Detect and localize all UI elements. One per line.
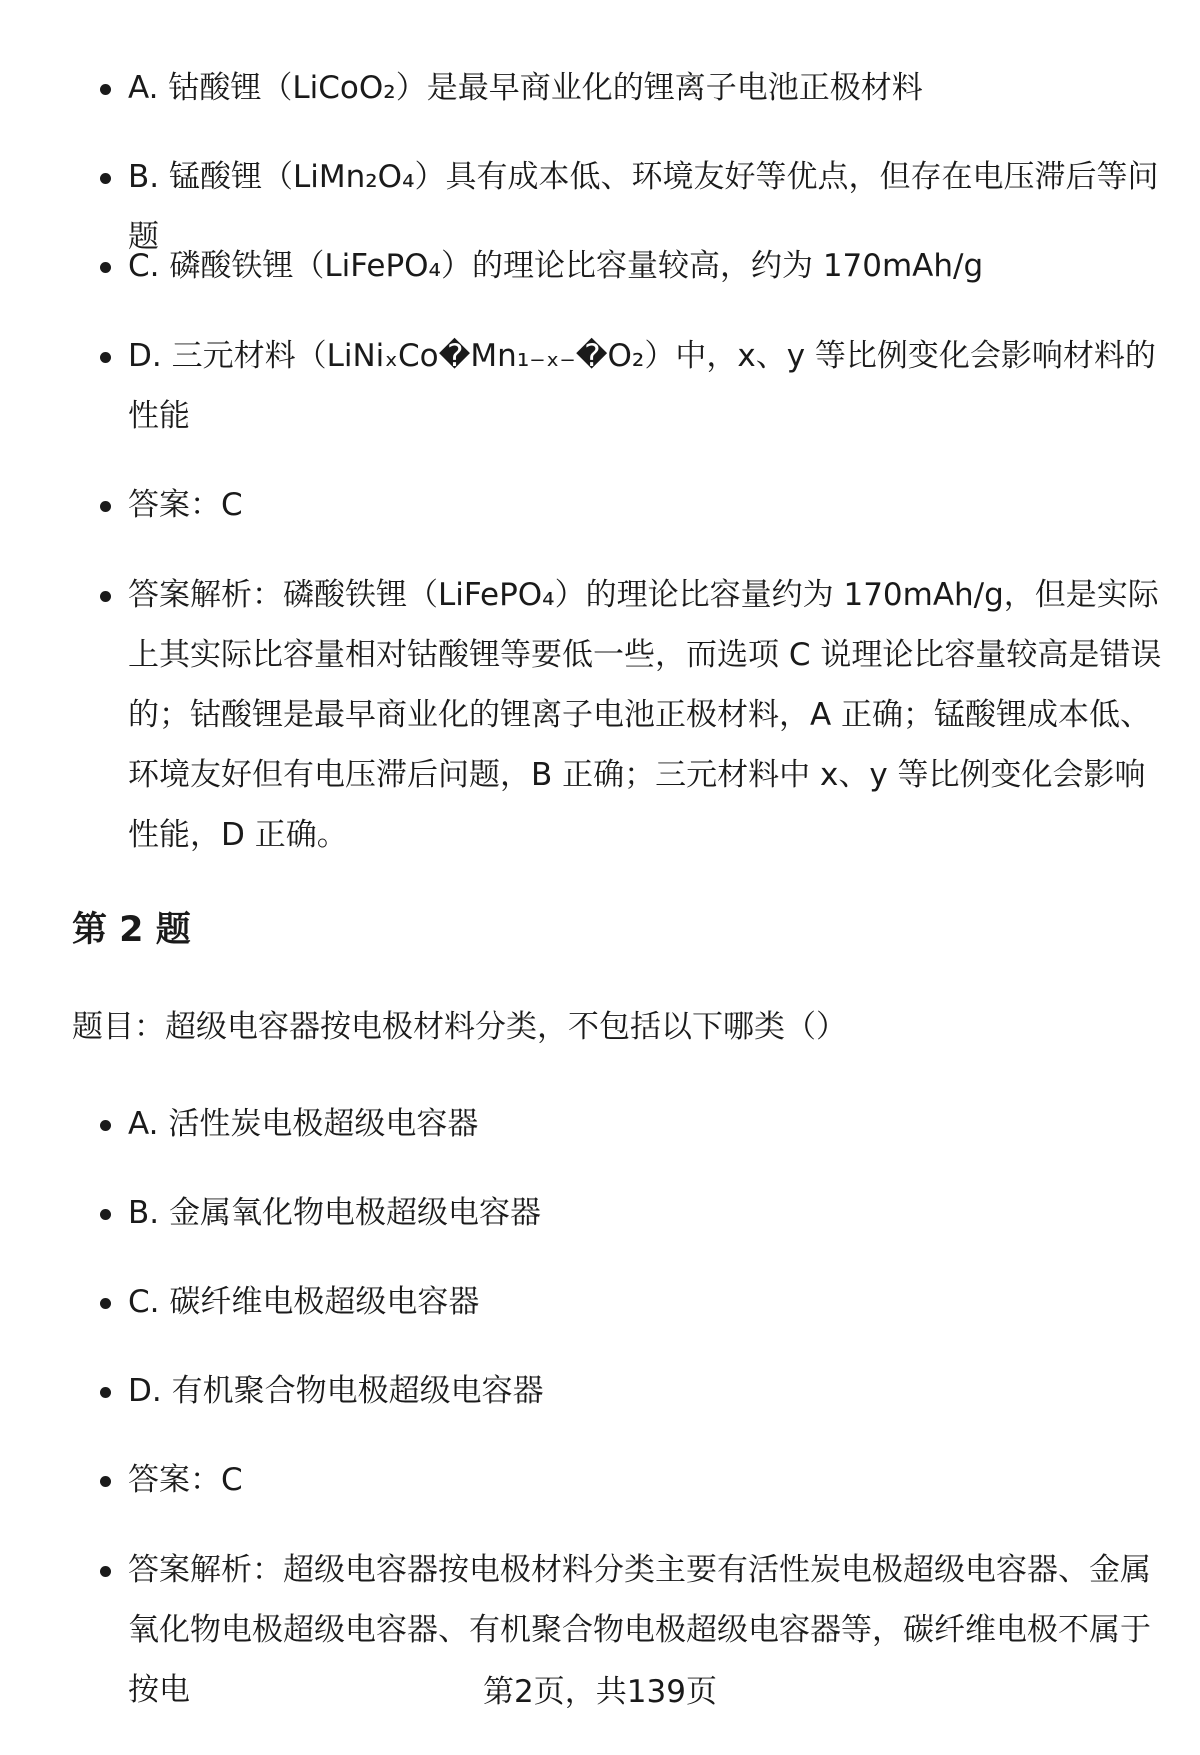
- q1-answer: [128, 475, 1168, 535]
- q2-answer: [128, 1450, 1168, 1510]
- bullet-dot: [100, 1209, 111, 1220]
- q2-option-c: [128, 1272, 1168, 1332]
- q2-option-b: [128, 1183, 1168, 1243]
- bullet-dot: [100, 1476, 111, 1487]
- bullet-dot: [100, 591, 111, 602]
- q1-explanation: [128, 565, 1168, 865]
- q2-option-d: [128, 1361, 1168, 1421]
- q1-option-a: [128, 58, 1168, 118]
- bullet-dot: [100, 352, 111, 363]
- q1-option-c-text: C. 磷酸铁锂（LiFePO₄）的理论比容量较高，约为 170mAh/g: [128, 248, 984, 284]
- q2-option-b-text: B. 金属氧化物电极超级电容器: [128, 1195, 541, 1231]
- q2-option-c-text: C. 碳纤维电极超级电容器: [128, 1284, 480, 1320]
- q2-explanation-text: 答案解析：超级电容器按电极材料分类主要有活性炭电极超级电容器、金属氧化物电极超级电容器、有机聚合物电极超级电容器等，碳纤维电极不属于按电: [128, 1552, 1151, 1708]
- q1-option-d-text: D. 三元材料（LiNiₓCo�Mn₁₋ₓ₋�O₂）中，x、y 等比例变化会影响材料的性能: [128, 338, 1156, 434]
- q2-option-d-text: D. 有机聚合物电极超级电容器: [128, 1373, 544, 1409]
- q1-option-a-text: A. 钴酸锂（LiCoO₂）是最早商业化的锂离子电池正极材料: [128, 70, 923, 106]
- q1-option-d: [128, 326, 1168, 446]
- bullet-dot: [100, 501, 111, 512]
- bullet-dot: [100, 1387, 111, 1398]
- bullet-dot: [100, 1120, 111, 1131]
- q2-option-a-text: A. 活性炭电极超级电容器: [128, 1106, 479, 1142]
- bullet-dot: [100, 84, 111, 95]
- q1-answer-text: 答案：C: [128, 487, 243, 523]
- question-2-heading: 第 2 题: [72, 910, 191, 950]
- bullet-dot: [100, 262, 111, 273]
- q1-explanation-text: 答案解析：磷酸铁锂（LiFePO₄）的理论比容量约为 170mAh/g，但是实际上其实际比容量相对钴酸锂等要低一些，而选项 C 说理论比容量较高是错误的；钴酸锂是最早商业化的锂离子电池正极材料，A 正确；锰酸锂成本低、环境友好但有电压滞后问题，B 正确；三元材料中 x、y 等比例变化会影响性能，D 正确。: [128, 577, 1162, 853]
- question-2-stem: 题目：超级电容器按电极材料分类，不包括以下哪类（）: [72, 1009, 847, 1045]
- bullet-dot: [100, 173, 111, 184]
- q1-option-b-text: B. 锰酸锂（LiMn₂O₄）具有成本低、环境友好等优点，但存在电压滞后等问题: [128, 159, 1159, 255]
- page-footer: 第2页，共139页: [483, 1674, 717, 1710]
- bullet-dot: [100, 1298, 111, 1309]
- q2-answer-text: 答案：C: [128, 1462, 243, 1498]
- bullet-dot: [100, 1566, 111, 1577]
- q2-option-a: [128, 1094, 1168, 1154]
- q1-option-c: [128, 236, 1168, 296]
